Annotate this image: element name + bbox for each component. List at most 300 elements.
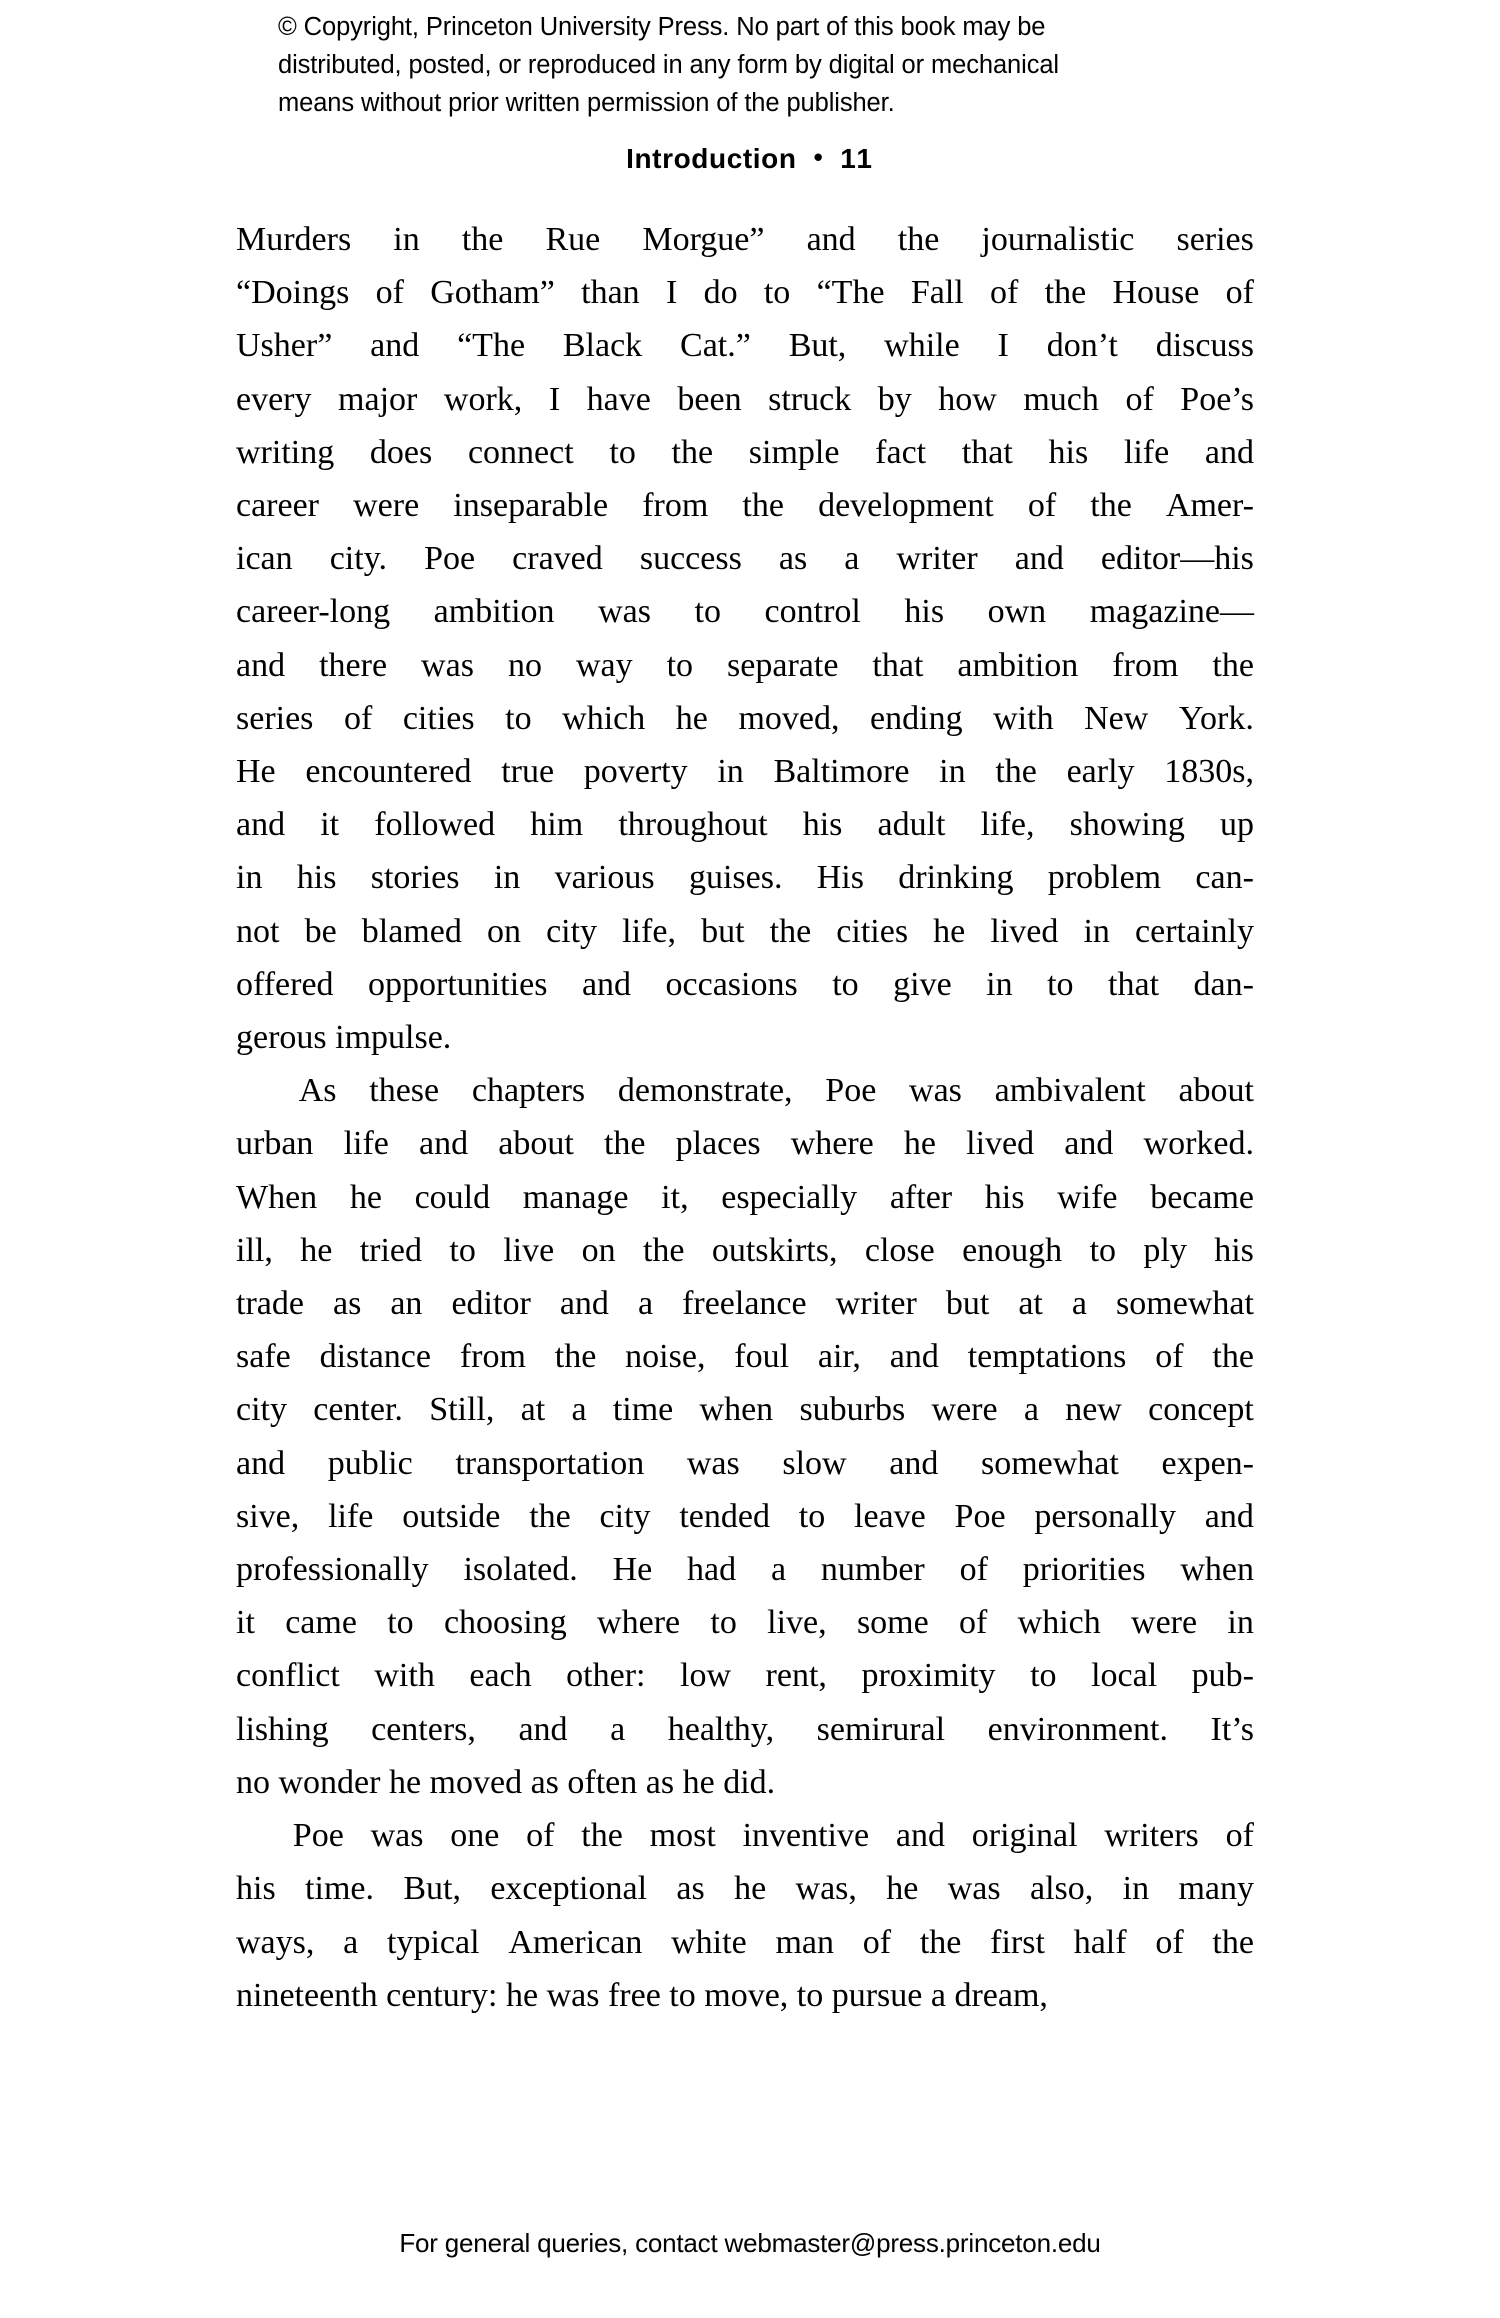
word: was — [947, 1870, 1001, 1908]
word: York. — [1178, 699, 1254, 737]
word: to — [387, 1604, 414, 1642]
word: some — [856, 1604, 929, 1642]
word: could — [414, 1178, 491, 1216]
word: to — [798, 1497, 826, 1535]
word: and — [236, 806, 286, 844]
word: moved, — [738, 699, 840, 737]
word: environment. — [987, 1710, 1168, 1748]
word: slow — [782, 1444, 847, 1482]
word: became — [1150, 1178, 1254, 1216]
word: that — [1108, 965, 1160, 1003]
word: success — [639, 540, 742, 578]
word: way — [575, 646, 633, 684]
word: major — [338, 380, 418, 418]
word: Poe’s — [1180, 380, 1254, 418]
word: guises. — [688, 859, 783, 897]
word: Poe — [292, 1817, 344, 1855]
word: His — [816, 859, 864, 897]
word: and — [581, 965, 632, 1003]
word: while — [884, 327, 960, 365]
word: Poe — [424, 540, 476, 578]
word: of — [862, 1923, 892, 1961]
word: an — [390, 1285, 423, 1323]
word: was — [686, 1444, 740, 1482]
word: exceptional — [490, 1870, 648, 1908]
first-line-indent — [236, 1064, 266, 1117]
word: writing — [236, 433, 335, 471]
paragraph-2 — [236, 1064, 1254, 1809]
word: to — [763, 274, 791, 312]
word: centers, — [371, 1710, 476, 1748]
word: Baltimore — [773, 753, 910, 791]
word: the — [461, 221, 504, 258]
word: a — [770, 1551, 787, 1589]
word: professionally — [236, 1551, 429, 1589]
word: true — [501, 753, 555, 791]
word: “Doings — [236, 274, 350, 312]
text-line — [236, 266, 1254, 319]
word: of — [1027, 487, 1057, 525]
word: sive, — [236, 1497, 300, 1535]
paragraph-1 — [236, 213, 1254, 1064]
word: trade — [236, 1285, 304, 1323]
word: as — [676, 1870, 705, 1908]
text-line — [236, 639, 1254, 692]
word: his — [236, 1870, 276, 1908]
first-line-indent — [236, 1809, 266, 1862]
word: discuss — [1155, 327, 1254, 365]
word: live, — [767, 1604, 827, 1642]
word: there — [319, 646, 388, 684]
word: magazine— — [1089, 593, 1254, 631]
word: where — [790, 1125, 874, 1163]
word: drinking — [898, 859, 1014, 897]
word: when — [1180, 1551, 1254, 1589]
word: lived — [966, 1125, 1035, 1163]
word: and — [1014, 540, 1064, 578]
word: he — [675, 699, 708, 737]
word: blamed — [361, 912, 462, 950]
word: concept — [1148, 1391, 1254, 1429]
text-line — [236, 1916, 1254, 1969]
paragraph-3 — [236, 1809, 1254, 2022]
word: of — [1155, 1338, 1184, 1376]
word: connect — [467, 433, 574, 471]
word: life — [328, 1497, 374, 1535]
text-line — [236, 1277, 1254, 1330]
text-line — [236, 958, 1254, 1011]
word: and — [1204, 1497, 1254, 1535]
word: city. — [329, 540, 387, 578]
word: lived — [990, 912, 1059, 950]
word: how — [938, 380, 997, 418]
word: tended — [679, 1497, 770, 1535]
word: were — [1131, 1604, 1198, 1642]
word: of — [1125, 380, 1154, 418]
word: It’s — [1210, 1710, 1254, 1748]
word: was — [598, 593, 651, 631]
word: have — [586, 380, 651, 418]
page-number: 11 — [840, 143, 874, 174]
word: Morgue” — [642, 221, 765, 258]
word: at — [520, 1391, 546, 1429]
text-line — [236, 1862, 1254, 1915]
word: about — [1178, 1072, 1254, 1110]
word: he — [903, 1125, 937, 1163]
word: own — [987, 593, 1047, 631]
word: it — [236, 1604, 255, 1642]
word: on — [581, 1231, 616, 1269]
text-line — [236, 532, 1254, 585]
word: the — [995, 753, 1037, 791]
word: white — [671, 1923, 747, 1961]
word: editor—his — [1100, 540, 1254, 578]
word: He — [236, 753, 276, 791]
word: the — [742, 487, 784, 525]
word: don’t — [1046, 327, 1118, 365]
body-text-block — [236, 213, 1254, 2022]
word: But, — [403, 1870, 461, 1908]
word: but — [945, 1285, 990, 1323]
word: tried — [359, 1231, 422, 1269]
word: first — [990, 1923, 1045, 1961]
word: followed — [374, 806, 496, 844]
word: at — [1018, 1285, 1043, 1323]
text-line — [236, 373, 1254, 426]
word: wife — [1057, 1178, 1118, 1216]
word: He — [612, 1551, 653, 1589]
word: public — [327, 1444, 413, 1482]
word: career-long — [236, 593, 391, 631]
word: in — [1227, 1604, 1254, 1642]
word: series — [236, 699, 314, 737]
word: of — [375, 274, 404, 312]
word: separate — [727, 646, 839, 684]
text-line: no wonder he moved as often as he did. — [236, 1763, 776, 1801]
word: priorities — [1022, 1551, 1146, 1589]
running-head-chapter-title: Introduction — [626, 143, 797, 174]
word: Usher” — [236, 327, 333, 365]
word: ambivalent — [994, 1072, 1146, 1110]
text-line — [236, 426, 1254, 479]
word: dan- — [1193, 965, 1254, 1003]
word: adult — [877, 806, 946, 844]
word: on — [486, 912, 521, 950]
word: I — [548, 380, 561, 418]
word: a — [844, 540, 860, 578]
text-line — [236, 1224, 1254, 1277]
text-line — [236, 1437, 1254, 1490]
word: 1830s, — [1164, 753, 1254, 791]
word: half — [1073, 1923, 1127, 1961]
text-line — [236, 1490, 1254, 1543]
word: after — [889, 1178, 953, 1216]
word: encountered — [305, 753, 472, 791]
word: writer — [896, 540, 978, 578]
text-line — [236, 1703, 1254, 1756]
word: number — [820, 1551, 925, 1589]
running-head-separator-bullet: • — [813, 142, 824, 172]
text-line — [236, 1596, 1254, 1649]
word: lishing — [236, 1710, 329, 1748]
word: were — [353, 487, 420, 525]
word: writers — [1104, 1817, 1199, 1855]
word: offered — [236, 965, 334, 1003]
text-line — [236, 1171, 1254, 1224]
text-line — [236, 745, 1254, 798]
word: the — [1212, 646, 1254, 684]
word: much — [1023, 380, 1099, 418]
word: he — [349, 1178, 382, 1216]
word: city — [599, 1497, 651, 1535]
word: inseparable — [453, 487, 609, 525]
word: that — [872, 646, 924, 684]
word: of — [526, 1817, 555, 1855]
word: his — [802, 806, 843, 844]
word: I — [997, 327, 1009, 365]
word: life — [1123, 433, 1170, 471]
word: been — [677, 380, 742, 418]
word: urban — [236, 1125, 314, 1163]
word: ambition — [433, 593, 555, 631]
text-line — [236, 479, 1254, 532]
word: writer — [835, 1285, 917, 1323]
word: it — [320, 806, 340, 844]
word: as — [332, 1285, 362, 1323]
word: be — [304, 912, 337, 950]
word: showing — [1069, 806, 1185, 844]
text-line — [236, 798, 1254, 851]
word: his — [1048, 433, 1089, 471]
word: and — [518, 1710, 568, 1748]
word: Gotham” — [430, 274, 555, 312]
copyright-line: means without prior written permission of the publisher. — [278, 89, 895, 117]
word: air, — [817, 1338, 861, 1376]
word: of — [959, 1604, 988, 1642]
word: the — [554, 1338, 597, 1376]
word: were — [931, 1391, 998, 1429]
word: noise, — [625, 1338, 706, 1376]
word: in — [393, 221, 420, 258]
word: where — [597, 1604, 681, 1642]
word: as — [778, 540, 808, 578]
word: Cat.” — [680, 327, 751, 365]
word: “The — [457, 327, 526, 365]
word: also, — [1029, 1870, 1094, 1908]
word: give — [893, 965, 952, 1003]
word: early — [1066, 753, 1135, 791]
word: pub- — [1191, 1657, 1254, 1695]
word: places — [675, 1125, 761, 1163]
word: development — [818, 487, 994, 525]
word: low — [680, 1657, 732, 1695]
word: typical — [387, 1923, 480, 1961]
word: in — [236, 859, 263, 897]
word: to — [609, 433, 636, 471]
word: which — [1017, 1604, 1101, 1642]
word: had — [687, 1551, 737, 1589]
word: inventive — [742, 1817, 870, 1855]
word: from — [1112, 646, 1179, 684]
word: ply — [1143, 1231, 1187, 1269]
word: was — [370, 1817, 424, 1855]
text-line — [236, 1649, 1254, 1702]
word: conflict — [236, 1657, 340, 1695]
running-head — [0, 142, 1500, 175]
word: close — [864, 1231, 935, 1269]
word: simple — [748, 433, 840, 471]
word: in — [493, 859, 521, 897]
word: ways, — [236, 1923, 315, 1961]
word: Black — [562, 327, 643, 365]
word: from — [459, 1338, 526, 1376]
word: but — [701, 912, 745, 950]
word: a — [1071, 1285, 1088, 1323]
word: and — [419, 1125, 469, 1163]
word: I — [665, 274, 678, 312]
word: can- — [1195, 859, 1254, 897]
word: one — [450, 1817, 500, 1855]
word: in — [939, 753, 966, 791]
word: safe — [236, 1338, 291, 1376]
word: to — [832, 965, 859, 1003]
word: and — [806, 221, 856, 258]
word: and — [370, 327, 420, 365]
word: which — [562, 699, 646, 737]
word: outskirts, — [711, 1231, 838, 1269]
word: was — [421, 646, 474, 684]
word: manage — [522, 1178, 629, 1216]
word: certainly — [1135, 912, 1254, 950]
word: distance — [319, 1338, 431, 1376]
word: his — [296, 859, 337, 897]
word: the — [671, 433, 714, 471]
word: came — [285, 1604, 357, 1642]
word: other: — [566, 1657, 646, 1695]
word: time. — [305, 1870, 374, 1908]
word: to — [694, 593, 721, 631]
word: and — [1064, 1125, 1114, 1163]
word: that — [961, 433, 1013, 471]
word: the — [769, 912, 812, 950]
word: foul — [734, 1338, 790, 1376]
word: up — [1219, 806, 1254, 844]
word: no — [507, 646, 542, 684]
word: original — [971, 1817, 1078, 1855]
word: of — [1225, 1817, 1254, 1855]
word: choosing — [443, 1604, 567, 1642]
word: to — [505, 699, 532, 737]
text-line — [236, 692, 1254, 745]
text-line — [236, 905, 1254, 958]
word: of — [1225, 274, 1254, 312]
word: struck — [768, 380, 852, 418]
word: somewhat — [1116, 1285, 1254, 1323]
word: the — [897, 221, 940, 258]
word: healthy, — [667, 1710, 775, 1748]
word: from — [642, 487, 709, 525]
word: control — [764, 593, 861, 631]
word: of — [343, 699, 373, 737]
word: cities — [402, 699, 475, 737]
word: American — [508, 1923, 643, 1961]
word: a — [571, 1391, 587, 1429]
word: the — [1212, 1923, 1254, 1961]
word: each — [469, 1657, 532, 1695]
word: throughout — [618, 806, 768, 844]
word: he — [886, 1870, 919, 1908]
word: transportation — [455, 1444, 645, 1482]
word: and — [559, 1285, 609, 1323]
word: city — [236, 1391, 287, 1429]
word: House — [1112, 274, 1200, 312]
text-line: gerous impulse. — [236, 1019, 452, 1057]
text-line — [236, 1383, 1254, 1436]
text-line — [236, 1809, 1254, 1862]
footer-queries-note: For general queries, contact webmaster@press.princeton.edu — [399, 2228, 1101, 2258]
word: in — [986, 965, 1013, 1003]
word: When — [236, 1178, 318, 1216]
word: man — [775, 1923, 834, 1961]
word: New — [1084, 699, 1149, 737]
word: chapters — [471, 1072, 586, 1110]
word: work, — [443, 380, 523, 418]
word: to — [449, 1231, 476, 1269]
word: the — [919, 1923, 962, 1961]
word: new — [1065, 1391, 1122, 1429]
word: to — [666, 646, 694, 684]
word: most — [649, 1817, 716, 1855]
word: not — [236, 912, 280, 950]
word: live — [503, 1231, 555, 1269]
word: it, — [661, 1178, 689, 1216]
word: his — [984, 1178, 1025, 1216]
word: every — [236, 380, 312, 418]
text-line — [236, 851, 1254, 904]
word: Fall — [910, 274, 964, 312]
word: rent, — [765, 1657, 827, 1695]
word: journalistic — [981, 221, 1135, 258]
text-line — [236, 319, 1254, 372]
word: Amer- — [1165, 487, 1254, 525]
word: to — [1089, 1231, 1117, 1269]
word: when — [699, 1391, 774, 1429]
word: in — [717, 753, 744, 791]
word: with — [993, 699, 1054, 737]
word: ill, — [236, 1231, 273, 1269]
word: many — [1178, 1870, 1254, 1908]
text-line: nineteenth century: he was free to move, to pursue a dream, — [236, 1976, 1048, 2014]
word: was — [909, 1072, 962, 1110]
text-line — [236, 213, 1254, 266]
word: personally — [1034, 1497, 1176, 1535]
text-line — [236, 1330, 1254, 1383]
word: series — [1176, 221, 1254, 258]
word: Poe — [825, 1072, 877, 1110]
word: and — [889, 1444, 939, 1482]
word: to — [710, 1604, 737, 1642]
word: a — [610, 1710, 626, 1748]
word: the — [1090, 487, 1132, 525]
word: was, — [795, 1870, 857, 1908]
word: he — [933, 912, 966, 950]
word: occasions — [665, 965, 798, 1003]
word: the — [581, 1817, 623, 1855]
word: he — [734, 1870, 767, 1908]
word: his — [1214, 1231, 1254, 1269]
word: him — [530, 806, 584, 844]
word: in — [1122, 1870, 1150, 1908]
